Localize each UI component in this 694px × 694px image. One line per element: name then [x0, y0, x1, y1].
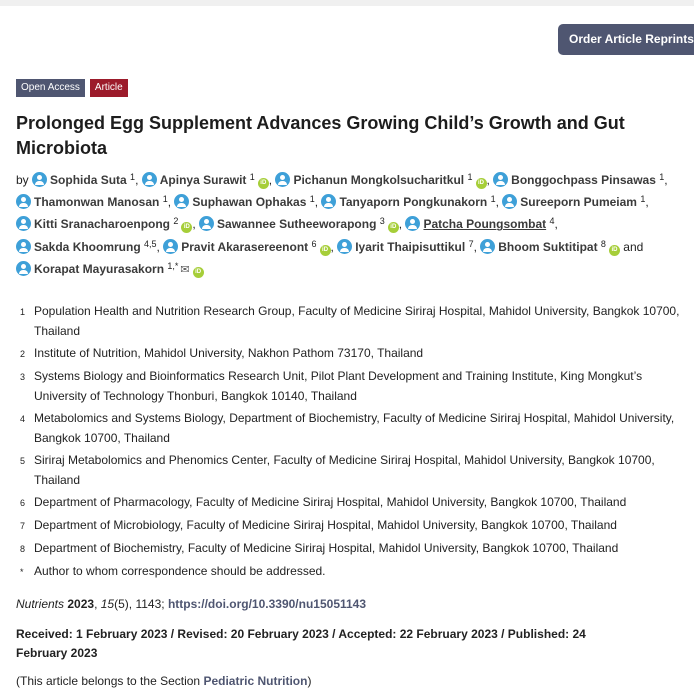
author-name[interactable]: Kitti Sranacharoenpong	[34, 217, 171, 232]
author-name[interactable]: Pravit Akarasereenont	[181, 239, 309, 254]
affiliation-number: 1	[20, 307, 26, 317]
person-icon	[321, 194, 336, 209]
person-icon	[502, 194, 517, 209]
author-affil-ref: 1	[640, 194, 646, 205]
author-affil-ref: 1	[467, 172, 473, 182]
orcid-icon[interactable]: iD	[388, 222, 399, 233]
author-name[interactable]: Iyarit Thaipisuttikul	[355, 239, 466, 254]
affiliation-number: 8	[20, 544, 26, 554]
person-icon	[163, 239, 178, 254]
article-type-badge: Article	[90, 79, 128, 97]
affiliation-item	[20, 515, 694, 536]
author-affil-ref: 3	[379, 216, 385, 227]
author-affil-ref: 4	[549, 216, 555, 227]
affiliation-text: Systems Biology and Bioinformatics Research Unit, Pilot Plant Development and Training Institute, King Mongkut’s University of Technology Thonburi, Bangkok 10140, Thailand	[34, 369, 643, 403]
author[interactable]	[502, 195, 645, 209]
author[interactable]	[405, 217, 554, 231]
author-name[interactable]: Sawannee Sutheeworapong	[217, 217, 377, 232]
affiliation-item	[20, 408, 694, 448]
affiliation-item	[20, 343, 694, 364]
affiliation-text: Author to whom correspondence should be addressed.	[34, 564, 326, 578]
authors-conjunction: and	[623, 239, 644, 254]
author-name[interactable]: Suphawan Ophakas	[192, 195, 307, 210]
author-affil-ref: 1	[659, 172, 665, 182]
affiliation-number: 6	[20, 498, 26, 508]
author-name[interactable]: Patcha Poungsombat	[423, 217, 547, 232]
author-affil-ref: 1,*	[167, 260, 179, 271]
person-icon	[16, 239, 31, 254]
affiliation-item	[20, 492, 694, 513]
citation-issue-pages: (5), 1143;	[114, 597, 165, 611]
author-affil-ref: 1	[162, 194, 168, 205]
article-section	[16, 674, 311, 688]
author-name[interactable]: Pichanun Mongkolsucharitkul	[293, 173, 465, 187]
order-reprints-button[interactable]: Order Article Reprints	[558, 24, 694, 55]
person-icon	[480, 239, 495, 254]
affiliation-number: 3	[20, 372, 26, 382]
person-icon	[199, 216, 214, 231]
author-name[interactable]: Sakda Khoomrung	[34, 239, 141, 254]
affiliation-text: Department of Biochemistry, Faculty of Medicine Siriraj Hospital, Mahidol University, Bangkok 10700, Thailand	[34, 541, 619, 555]
author[interactable]	[16, 262, 204, 276]
author[interactable]	[275, 173, 486, 187]
affiliation-text: Metabolomics and Systems Biology, Department of Biochemistry, Faculty of Medicine Siriraj Hospital, Mahidol University, Bangkok 10700, Thailand	[34, 411, 675, 445]
affiliation-item	[20, 561, 694, 582]
journal-name: Nutrients	[16, 597, 65, 611]
orcid-icon[interactable]: iD	[609, 245, 620, 256]
top-strip	[0, 0, 694, 6]
person-icon	[16, 261, 31, 276]
author[interactable]	[142, 173, 269, 187]
author[interactable]	[16, 195, 168, 209]
author-name[interactable]: Bonggochpass Pinsawas	[511, 173, 656, 187]
affiliation-item	[20, 301, 694, 341]
author-affil-ref: 8	[600, 238, 606, 249]
section-suffix: )	[307, 674, 312, 688]
article-title: Prolonged Egg Supplement Advances Growing Child’s Growth and Gut Microbiota	[16, 113, 625, 158]
orcid-icon[interactable]: iD	[193, 267, 204, 278]
author-name[interactable]: Korapat Mayurasakorn	[34, 261, 165, 276]
affiliation-number: 2	[20, 349, 26, 359]
author[interactable]	[163, 240, 330, 254]
affiliation-text: Institute of Nutrition, Mahidol University, Nakhon Pathom 73170, Thailand	[34, 346, 424, 360]
person-icon	[142, 172, 157, 187]
person-icon	[174, 194, 189, 209]
affiliation-text: Population Health and Nutrition Research Group, Faculty of Medicine Siriraj Hospital, Mahidol University, Bangkok 10700, Thailand	[34, 304, 680, 338]
author-name[interactable]: Bhoom Suktitipat	[498, 239, 598, 254]
citation-volume: 15	[100, 597, 115, 611]
author[interactable]	[16, 217, 192, 231]
section-link[interactable]: Pediatric Nutrition	[203, 674, 308, 688]
doi-link[interactable]: https://doi.org/10.3390/nu15051143	[167, 597, 367, 611]
author[interactable]	[16, 240, 157, 254]
citation-line: Nutrients 2023, 15(5), 1143; https://doi.org/10.3390/nu15051143	[16, 597, 367, 611]
affiliation-list	[20, 301, 694, 584]
author-affil-ref: 1	[130, 172, 136, 182]
author-affil-ref: 6	[311, 238, 317, 249]
author-affil-ref: 7	[468, 238, 474, 249]
affiliation-item	[20, 538, 694, 559]
author-affil-ref: 1	[249, 172, 255, 182]
authors-prefix: by	[16, 173, 29, 187]
article-badges	[16, 79, 128, 97]
person-icon	[275, 172, 290, 187]
author-affil-ref: 1	[490, 194, 496, 205]
author-name[interactable]: Tanyaporn Pongkunakorn	[339, 195, 488, 210]
orcid-icon[interactable]: iD	[258, 178, 269, 189]
affiliation-number: 5	[20, 456, 26, 466]
affiliation-number: 4	[20, 414, 26, 424]
author-affil-ref: 4,5	[144, 238, 157, 249]
person-icon	[32, 172, 47, 187]
affiliation-item	[20, 366, 694, 406]
orcid-icon[interactable]: iD	[320, 245, 331, 256]
author-name[interactable]: Sophida Suta	[50, 173, 127, 187]
person-icon	[405, 216, 420, 231]
affiliation-text: Department of Pharmacology, Faculty of Medicine Siriraj Hospital, Mahidol University, Bangkok 10700, Thailand	[34, 495, 627, 509]
author[interactable]	[493, 173, 664, 187]
orcid-icon[interactable]: iD	[476, 178, 487, 189]
author-list: by Sophida Suta $^1$, Apinya Surawit $^1$iD , Pichanun Mongkolsucharitkul $^1$iD , Bonggochpass Pinsawas $^1$, Thamonwan Manosan $^1$, Suphawan Ophakas $^1$, Tanyaporn Pongkunakorn $^1$, Sureeporn Pumeiam $^1$, Kitti Sranacharoenpong $^2$iD , Sawannee Sutheeworapong $^3$iD , Patcha Poungsombat $^4$, Sakda Khoomrung $^{4,5}$, Pravit Akarasereenont $^6$iD , Iyarit Thaipisuttikul $^7$, Bhoom Suktitipat $^8$iD and Korapat Mayurasakorn $^{1,*}$ ✉ iD	[16, 172, 668, 276]
publication-dates: Received: 1 February 2023 / Revised: 20 February 2023 / Accepted: 22 February 2023 / Published: 24 February 2023	[16, 627, 586, 660]
author[interactable]	[32, 173, 135, 187]
affiliation-number: *	[20, 567, 24, 577]
person-icon	[16, 194, 31, 209]
author[interactable]	[337, 240, 473, 254]
open-access-badge[interactable]: Open Access	[16, 79, 85, 97]
affiliation-number: 7	[20, 521, 26, 531]
person-icon	[16, 216, 31, 231]
author-name[interactable]: Sureeporn Pumeiam	[520, 195, 637, 210]
affiliation-text: Department of Microbiology, Faculty of Medicine Siriraj Hospital, Mahidol University, Bangkok 10700, Thailand	[34, 518, 617, 532]
author[interactable]	[480, 240, 620, 254]
author[interactable]	[174, 195, 314, 209]
author[interactable]	[199, 217, 399, 231]
citation-year: 2023	[67, 597, 95, 611]
author-name[interactable]: Thamonwan Manosan	[34, 195, 160, 210]
person-icon	[337, 239, 352, 254]
affiliation-item	[20, 450, 694, 490]
author-name[interactable]: Apinya Surawit	[159, 173, 247, 187]
person-icon	[493, 172, 508, 187]
email-icon[interactable]: ✉	[180, 263, 190, 276]
author-affil-ref: 2	[173, 216, 179, 227]
author[interactable]	[321, 195, 495, 209]
section-prefix: (This article belongs to the Section	[16, 674, 201, 688]
affiliation-text: Siriraj Metabolomics and Phenomics Center, Faculty of Medicine Siriraj Hospital, Mahidol University, Bangkok 10700, Thailand	[34, 453, 655, 487]
author-affil-ref: 1	[309, 194, 315, 205]
orcid-icon[interactable]: iD	[181, 222, 192, 233]
